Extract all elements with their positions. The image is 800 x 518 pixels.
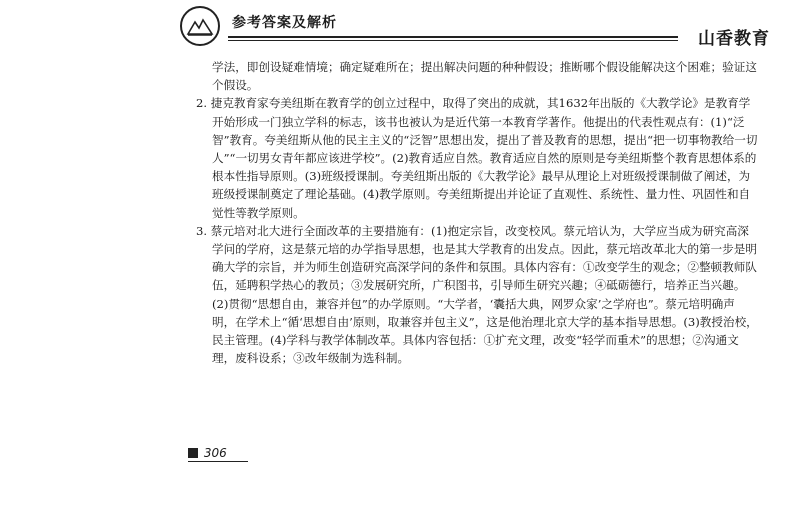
continuation-paragraph: 学法，即创设疑难情境；确定疑难所在；提出解决问题的种种假设；推断哪个假设能解决这个困难；验证这个假设。 [212,60,757,93]
page-header [180,6,770,52]
answer-content [196,58,758,367]
page-number: 306 [203,446,227,460]
page-footer [188,446,227,460]
header-divider [228,36,678,41]
footer-underline [188,461,248,462]
answer-item-2: 2. 捷克教育家夸美纽斯在教育学的创立过程中，取得了突出的成就，其1632年出版的《大教学论》是教育学开始形成一门独立学科的标志，该书也被认为是近代第一本教育学著作。他提出的代表性观点有：(1)“泛智”教育。夸美纽斯从他的民主主义的“泛智”思想出发，提出了普及教育的思想，提出“把一切事物教给一切人”“一切男女青年都应该进学校”。(2)教育适应自然。教育适应自然的原则是夸美纽斯整个教育思想体系的根本性指导原则。(3)班级授课制。夸美纽斯出版的《大教学论》最早从理论上对班级授课制做了阐述，为班级授课制奠定了理论基础。(4)教学原则。夸美纽斯提出并论证了直观性、系统性、量力性、巩固性和自觉性等教学原则。 [196,96,758,220]
page-marker-icon [188,448,198,458]
brand-name: 山香教育 [698,29,770,49]
answer-item-3: 3. 蔡元培对北大进行全面改革的主要措施有：(1)抱定宗旨，改变校风。蔡元培认为，大学应当成为研究高深学问的学府，这是蔡元培的办学指导思想，也是其大学教育的出发点。因此，蔡元培改革北大的第一步是明确大学的宗旨，并为师生创造研究高深学问的条件和氛围。具体内容有：①改变学生的观念；②整顿教师队伍，延聘积学热心的教员；③发展研究所，广积图书，引导师生研究兴趣；④砥砺德行，培养正当兴趣。(2)贯彻“思想自由，兼容并包”的办学原则。“大学者，‘囊括大典，网罗众家’之学府也”。蔡元培明确声明，在学术上“循‘思想自由’原则，取兼容并包主义”，这是他治理北京大学的基本指导思想。(3)教授治校，民主管理。(4)学科与教学体制改革。具体内容包括：①扩充文理，改变“轻学而重术”的思想；②沟通文理，废科设系；③改年级制为选科制。 [196,223,758,366]
header-title: 参考答案及解析 [232,15,337,31]
publisher-logo-icon [180,6,220,46]
